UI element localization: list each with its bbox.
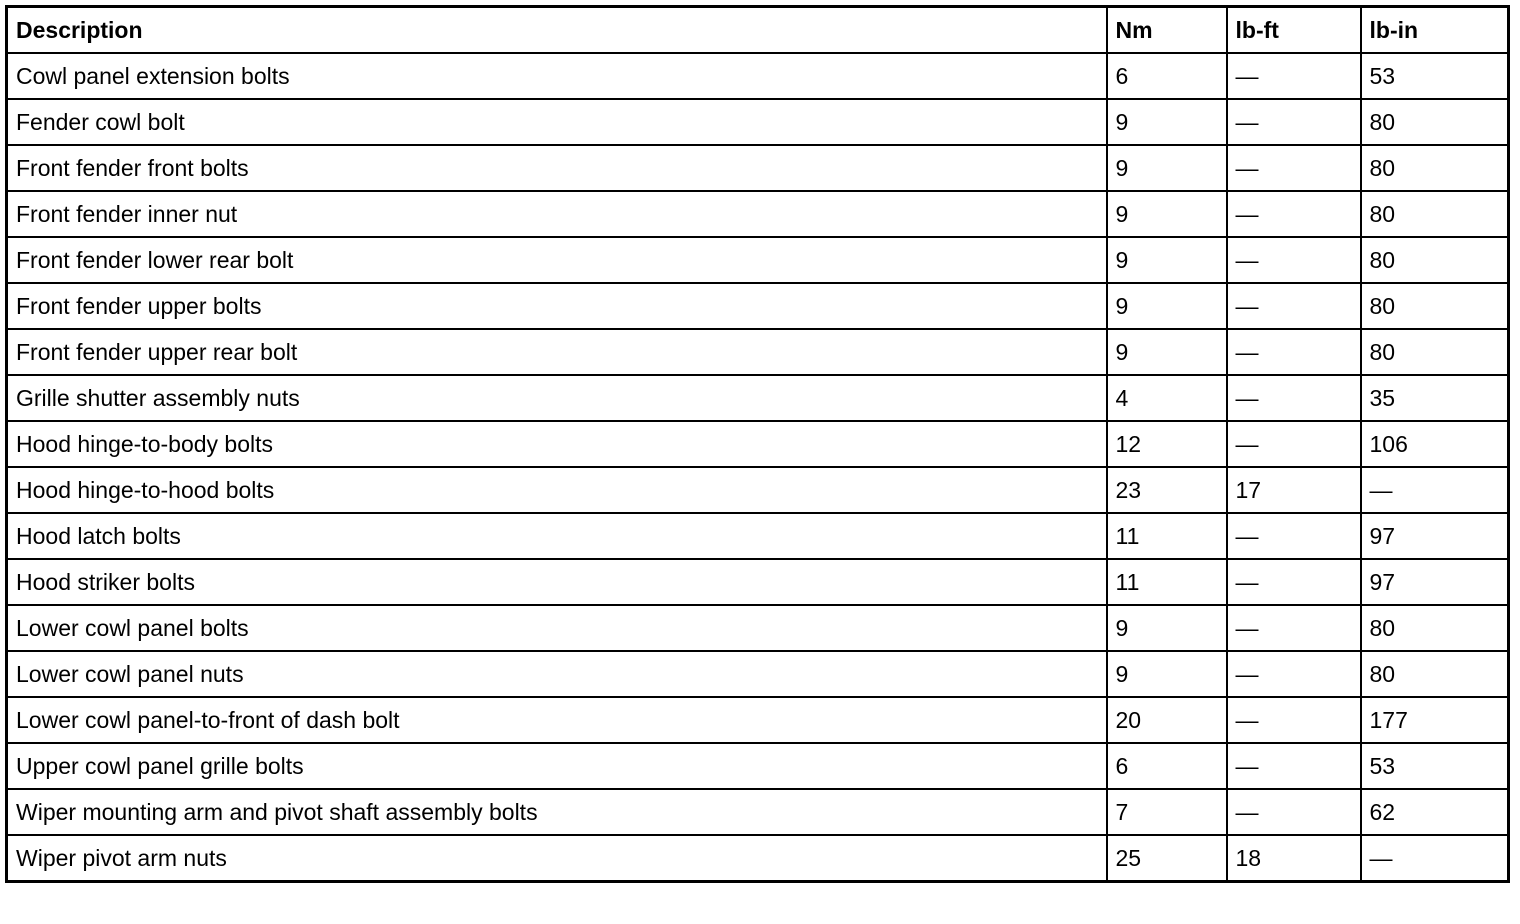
cell-lb-in: 177 bbox=[1361, 697, 1509, 743]
cell-lb-in: 80 bbox=[1361, 651, 1509, 697]
cell-lb-ft: 17 bbox=[1227, 467, 1361, 513]
cell-nm: 6 bbox=[1107, 53, 1227, 99]
cell-description: Wiper pivot arm nuts bbox=[7, 835, 1107, 882]
cell-lb-in: 53 bbox=[1361, 743, 1509, 789]
cell-nm: 9 bbox=[1107, 145, 1227, 191]
cell-description: Front fender upper rear bolt bbox=[7, 329, 1107, 375]
header-lb-ft: lb-ft bbox=[1227, 7, 1361, 54]
cell-lb-in: 53 bbox=[1361, 53, 1509, 99]
cell-nm: 11 bbox=[1107, 559, 1227, 605]
cell-lb-ft: — bbox=[1227, 651, 1361, 697]
cell-nm: 11 bbox=[1107, 513, 1227, 559]
table-row bbox=[7, 605, 1509, 651]
cell-nm: 25 bbox=[1107, 835, 1227, 882]
cell-description: Lower cowl panel nuts bbox=[7, 651, 1107, 697]
cell-nm: 20 bbox=[1107, 697, 1227, 743]
cell-lb-ft: — bbox=[1227, 99, 1361, 145]
table-row bbox=[7, 743, 1509, 789]
table-row bbox=[7, 329, 1509, 375]
cell-lb-in: 80 bbox=[1361, 605, 1509, 651]
table-row bbox=[7, 835, 1509, 882]
cell-lb-ft: — bbox=[1227, 237, 1361, 283]
cell-lb-in: 80 bbox=[1361, 145, 1509, 191]
cell-nm: 9 bbox=[1107, 329, 1227, 375]
cell-lb-ft: — bbox=[1227, 421, 1361, 467]
table-row bbox=[7, 237, 1509, 283]
cell-lb-ft: — bbox=[1227, 513, 1361, 559]
table-row bbox=[7, 191, 1509, 237]
table-row bbox=[7, 375, 1509, 421]
cell-nm: 9 bbox=[1107, 651, 1227, 697]
table-row bbox=[7, 651, 1509, 697]
cell-nm: 9 bbox=[1107, 605, 1227, 651]
cell-lb-ft: — bbox=[1227, 145, 1361, 191]
cell-nm: 6 bbox=[1107, 743, 1227, 789]
cell-description: Hood hinge-to-body bolts bbox=[7, 421, 1107, 467]
table-row bbox=[7, 145, 1509, 191]
cell-description: Fender cowl bolt bbox=[7, 99, 1107, 145]
cell-description: Hood latch bolts bbox=[7, 513, 1107, 559]
table-row bbox=[7, 283, 1509, 329]
table-row bbox=[7, 99, 1509, 145]
cell-description: Front fender upper bolts bbox=[7, 283, 1107, 329]
header-lb-in: lb-in bbox=[1361, 7, 1509, 54]
cell-description: Front fender inner nut bbox=[7, 191, 1107, 237]
cell-lb-ft: — bbox=[1227, 743, 1361, 789]
cell-lb-ft: — bbox=[1227, 375, 1361, 421]
cell-nm: 12 bbox=[1107, 421, 1227, 467]
cell-description: Upper cowl panel grille bolts bbox=[7, 743, 1107, 789]
cell-lb-ft: — bbox=[1227, 283, 1361, 329]
cell-lb-in: 80 bbox=[1361, 99, 1509, 145]
cell-lb-ft: — bbox=[1227, 329, 1361, 375]
table-row bbox=[7, 53, 1509, 99]
cell-lb-in: 80 bbox=[1361, 329, 1509, 375]
cell-description: Front fender front bolts bbox=[7, 145, 1107, 191]
cell-lb-ft: — bbox=[1227, 697, 1361, 743]
cell-nm: 9 bbox=[1107, 191, 1227, 237]
cell-description: Grille shutter assembly nuts bbox=[7, 375, 1107, 421]
cell-lb-ft: — bbox=[1227, 789, 1361, 835]
torque-specification-table bbox=[5, 5, 1510, 883]
table-row bbox=[7, 789, 1509, 835]
cell-lb-in: 62 bbox=[1361, 789, 1509, 835]
table-row bbox=[7, 421, 1509, 467]
cell-lb-ft: 18 bbox=[1227, 835, 1361, 882]
table-row bbox=[7, 513, 1509, 559]
cell-nm: 9 bbox=[1107, 237, 1227, 283]
cell-description: Hood striker bolts bbox=[7, 559, 1107, 605]
header-nm: Nm bbox=[1107, 7, 1227, 54]
cell-description: Cowl panel extension bolts bbox=[7, 53, 1107, 99]
cell-description: Lower cowl panel bolts bbox=[7, 605, 1107, 651]
cell-description: Front fender lower rear bolt bbox=[7, 237, 1107, 283]
cell-lb-in: 35 bbox=[1361, 375, 1509, 421]
cell-lb-ft: — bbox=[1227, 53, 1361, 99]
cell-description: Lower cowl panel-to-front of dash bolt bbox=[7, 697, 1107, 743]
cell-lb-in: 97 bbox=[1361, 513, 1509, 559]
cell-nm: 4 bbox=[1107, 375, 1227, 421]
cell-nm: 9 bbox=[1107, 99, 1227, 145]
cell-lb-in: 106 bbox=[1361, 421, 1509, 467]
table-header-row bbox=[7, 7, 1509, 54]
cell-lb-in: — bbox=[1361, 835, 1509, 882]
cell-nm: 9 bbox=[1107, 283, 1227, 329]
cell-lb-in: 80 bbox=[1361, 283, 1509, 329]
cell-lb-in: 80 bbox=[1361, 191, 1509, 237]
cell-description: Hood hinge-to-hood bolts bbox=[7, 467, 1107, 513]
table-row bbox=[7, 559, 1509, 605]
cell-lb-in: 80 bbox=[1361, 237, 1509, 283]
cell-description: Wiper mounting arm and pivot shaft assembly bolts bbox=[7, 789, 1107, 835]
cell-lb-in: — bbox=[1361, 467, 1509, 513]
cell-lb-ft: — bbox=[1227, 559, 1361, 605]
cell-lb-in: 97 bbox=[1361, 559, 1509, 605]
cell-nm: 23 bbox=[1107, 467, 1227, 513]
table-row bbox=[7, 467, 1509, 513]
table-body bbox=[7, 53, 1509, 882]
header-description: Description bbox=[7, 7, 1107, 54]
cell-lb-ft: — bbox=[1227, 191, 1361, 237]
cell-nm: 7 bbox=[1107, 789, 1227, 835]
table-row bbox=[7, 697, 1509, 743]
cell-lb-ft: — bbox=[1227, 605, 1361, 651]
